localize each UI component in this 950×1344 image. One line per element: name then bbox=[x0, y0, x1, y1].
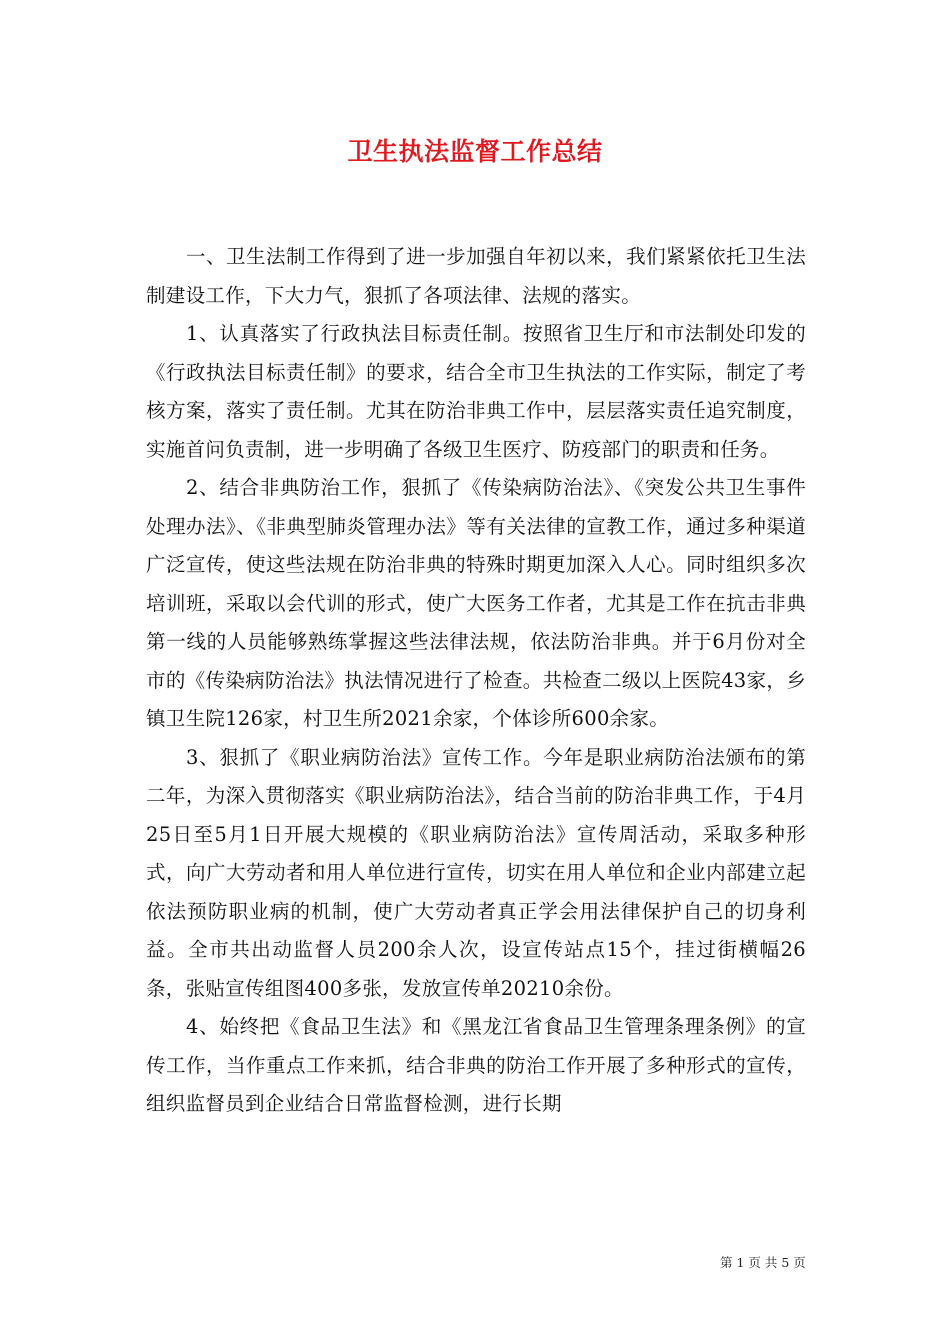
paragraph-item-1: 1、认真落实了行政执法目标责任制。按照省卫生厅和市法制处印发的《行政执法目标责任制》的要求，结合全市卫生执法的工作实际，制定了考核方案，落实了责任制。尤其在防治非典工作中，层层落实责任追究制度，实施首问负责制，进一步明确了各级卫生医疗、防疫部门的职责和任务。 bbox=[146, 322, 806, 461]
paragraph-item-2: 2、结合非典防治工作，狠抓了《传染病防治法》、《突发公共卫生事件处理办法》、《非典型肺炎管理办法》等有关法律的宣教工作，通过多种渠道广泛宣传，使这些法规在防治非典的特殊时期更加深入人心。同时组织多次培训班，采取以会代训的形式，使广大医务工作者，尤其是工作在抗击非典第一线的人员能够熟练掌握这些法律法规，依法防治非典。并于6月份对全市的《传染病防治法》执法情况进行了检查。共检查二级以上医院43家，乡镇卫生院126家，村卫生所2021余家，个体诊所600余家。 bbox=[146, 476, 806, 730]
page-title: 卫生执法监督工作总结 bbox=[347, 137, 603, 166]
page-number: 第 1 页 共 5 页 bbox=[720, 1255, 806, 1270]
paragraph-intro: 一、卫生法制工作得到了进一步加强自年初以来，我们紧紧依托卫生法制建设工作，下大力气，狠抓了各项法律、法规的落实。 bbox=[146, 245, 806, 307]
paragraph-item-4: 4、始终把《食品卫生法》和《黑龙江省食品卫生管理条理条例》的宣传工作，当作重点工作来抓，结合非典的防治工作开展了多种形式的宣传，组织监督员到企业结合日常监督检测，进行长期 bbox=[146, 1015, 806, 1115]
document-body bbox=[146, 238, 806, 1124]
paragraph-item-3: 3、狠抓了《职业病防治法》宣传工作。今年是职业病防治法颁布的第二年，为深入贯彻落实《职业病防治法》，结合当前的防治非典工作，于4月25日至5月1日开展大规模的《职业病防治法》宣传周活动，采取多种形式，向广大劳动者和用人单位进行宣传，切实在用人单位和企业内部建立起依法预防职业病的机制，使广大劳动者真正学会用法律保护自己的切身利益。全市共出动监督人员200余人次，设宣传站点15个，挂过街横幅26条，张贴宣传组图400多张，发放宣传单20210余份。 bbox=[146, 745, 806, 1000]
